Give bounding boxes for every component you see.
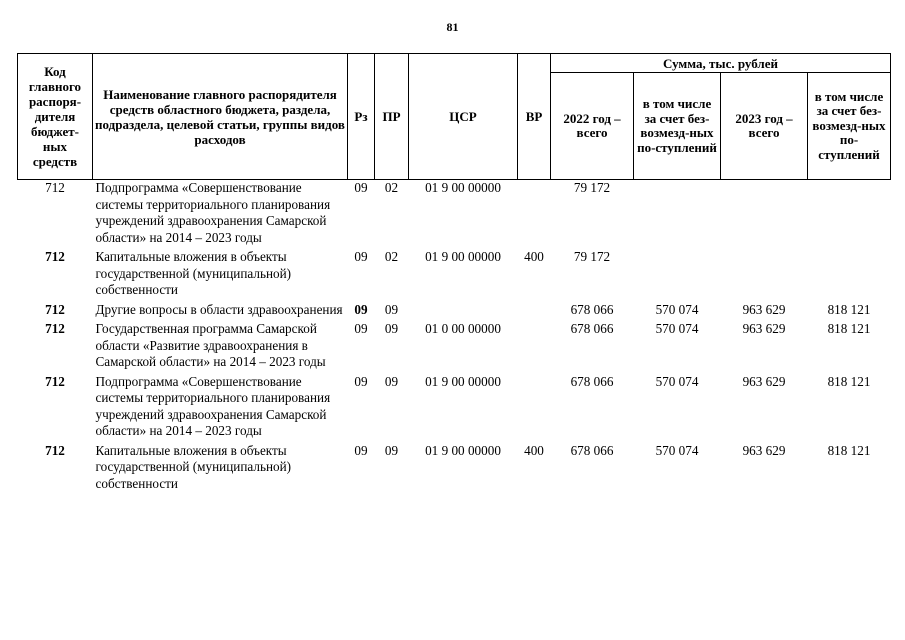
row-2022-total: 678 066 [570,321,614,336]
row-vr [518,180,551,247]
row-pr: 02 [384,180,399,195]
row-2022-total: 79 172 [573,180,611,195]
row-2023-free: 818 121 [827,301,871,317]
header-rz: Рз [348,54,375,180]
row-2023-free [808,180,891,247]
row-2023-free: 818 121 [827,373,871,389]
row-2022-free: 570 074 [655,301,699,317]
row-csr: 01 9 00 00000 [425,373,501,389]
row-pr: 09 [384,373,399,389]
row-rz: 09 [354,373,368,389]
row-2022-total: 678 066 [570,373,614,389]
header-sum-group: Сумма, тыс. рублей [551,54,891,73]
row-2022-free: 570 074 [655,373,699,389]
table-row [18,180,891,247]
row-csr [409,299,518,319]
row-vr [518,299,551,319]
row-name: Подпрограмма «Совершенствование системы территориального планирования учреждений здравоохранения Самарской области» на 2014 – 2023 годы [95,180,331,245]
row-2022-free: 570 074 [655,442,699,458]
row-2022-free [634,180,721,247]
header-vr: ВР [518,54,551,180]
row-vr: 400 [524,442,544,458]
table-row [18,371,891,440]
row-2023-total: 963 629 [742,442,786,458]
header-csr: ЦСР [409,54,518,180]
row-2023-free: 818 121 [827,442,871,458]
row-csr: 01 9 00 00000 [425,442,501,458]
table-row [18,440,891,493]
row-name: Другие вопросы в области здравоохранения [95,301,343,317]
table-row [18,299,891,319]
row-2023-total: 963 629 [742,301,786,317]
row-code: 712 [45,180,65,195]
row-vr: 400 [524,249,544,264]
table-header [18,54,891,180]
row-rz: 09 [354,321,368,336]
budget-table [17,53,891,492]
row-2023-free [808,246,891,299]
row-code: 712 [45,373,65,389]
row-code: 712 [45,442,65,458]
row-2022-total: 678 066 [570,301,614,317]
row-pr: 02 [384,249,399,264]
row-pr: 09 [384,301,399,317]
header-name: Наименование главного распорядителя средств областного бюджета, раздела, подраздела, целевой статьи, группы видов расходов [93,54,348,180]
row-pr: 09 [384,442,399,458]
row-2023-total: 963 629 [742,373,786,389]
row-2023-free: 818 121 [827,321,871,336]
row-code: 712 [45,321,65,336]
row-name: Подпрограмма «Совершенствование системы территориального планирования учреждений здравоохранения Самарской области» на 2014 – 2023 годы [95,373,331,438]
header-2023-free: в том числе за счет без-возмезд-ных по-ступлений [808,73,891,180]
row-pr: 09 [384,321,399,336]
row-csr: 01 9 00 00000 [425,249,501,264]
row-rz: 09 [354,249,368,264]
header-2023-total: 2023 год – всего [721,73,808,180]
table-row [18,246,891,299]
table-body [18,180,891,493]
row-rz: 09 [354,442,368,458]
row-2023-total: 963 629 [742,321,786,336]
header-pr: ПР [375,54,409,180]
row-2022-total: 678 066 [570,442,614,458]
row-2023-total [721,246,808,299]
row-name: Государственная программа Самарской области «Развитие здравоохранения в Самарской области» на 2014 – 2023 годы [95,321,326,369]
table-row [18,318,891,371]
row-2023-total [721,180,808,247]
row-vr [518,371,551,440]
row-2022-total: 79 172 [573,249,611,264]
page-number: 81 [446,20,459,34]
row-csr: 01 9 00 00000 [425,180,501,195]
row-code: 712 [45,249,65,264]
row-name: Капитальные вложения в объекты государственной (муниципальной) собственности [95,249,292,297]
row-csr: 01 0 00 00000 [425,321,501,336]
header-code: Код главного распоря-дителя бюджет-ных средств [18,54,93,180]
header-2022-free: в том числе за счет без-возмезд-ных по-ступлений [634,73,721,180]
row-rz: 09 [354,180,368,195]
row-2022-free: 570 074 [655,321,699,336]
row-2022-free [634,246,721,299]
row-code: 712 [45,301,65,317]
header-2022-total: 2022 год – всего [551,73,634,180]
row-name: Капитальные вложения в объекты государственной (муниципальной) собственности [95,442,292,491]
row-vr [518,318,551,371]
row-rz: 09 [354,301,368,317]
